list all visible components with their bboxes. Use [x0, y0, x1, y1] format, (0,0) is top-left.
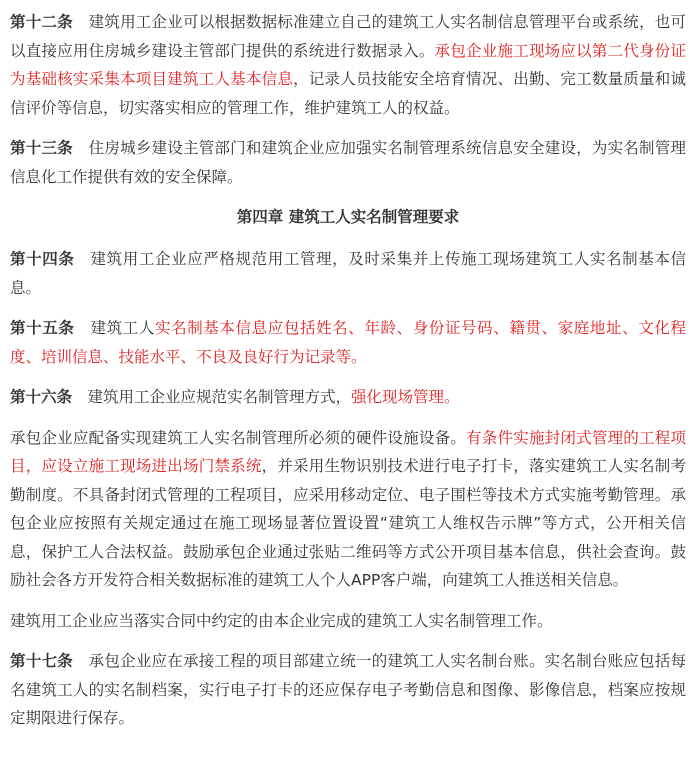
paragraph-facilities [10, 424, 686, 595]
paragraph-contract: 建筑用工企业应当落实合同中约定的由本企业完成的建筑工人实名制管理工作。 [10, 611, 553, 630]
article-text: 建筑工人 [74, 319, 155, 337]
article-number: 第十五条 [10, 319, 75, 337]
highlighted-text: 强化现场管理。 [351, 388, 460, 406]
article-text: 承包企业应在承接工程的项目部建立统一的建筑工人实名制台账。实名制台账应包括每名建筑工人的实名制档案，实行电子打卡的还应保存电子考勤信息和图像、影像信息，档案应按规定期限进行保存。 [10, 652, 686, 727]
article-14 [10, 245, 686, 302]
article-number: 第十四条 [10, 250, 75, 268]
article-text: 住房城乡建设主管部门和建筑企业应加强实名制管理系统信息安全建设，为实名制管理信息化工作提供有效的安全保障。 [10, 139, 686, 186]
article-number: 第十六条 [10, 388, 73, 406]
article-number: 第十三条 [10, 139, 73, 157]
paragraph-text: ，并采用生物识别技术进行电子打卡，落实建筑工人实名制考勤制度。不具备封闭式管理的工程项目，应采用移动定位、电子围栏等技术方式实施考勤管理。承包企业应按照有关规定通过在施工现场显著位置设置“建筑工人维权告示牌”等方式，公开相关信息，保护工人合法权益。鼓励承包企业通过张贴二维码等方式公开项目基本信息，供社会查询。鼓励社会各方开发符合相关数据标准的建筑工人个人APP客户端，向建筑工人推送相关信息。 [10, 457, 686, 589]
article-text: ，记录人员技能安全培育情况、出勤、完工数量质量和诚信评价等信息，切实落实相应的管理工作，维护建筑工人的权益。 [10, 70, 686, 117]
article-12 [10, 8, 686, 122]
article-number: 第十七条 [10, 652, 73, 670]
article-text: 建筑用工企业应严格规范用工管理，及时采集并上传施工现场建筑工人实名制基本信息。 [10, 250, 686, 297]
article-17 [10, 647, 686, 733]
article-13 [10, 134, 686, 191]
paragraph-text: 承包企业应配备实现建筑工人实名制管理所必须的硬件设施设备。 [10, 428, 467, 447]
highlighted-text: 实名制基本信息应包括姓名、年龄、身份证号码、籍贯、家庭地址、文化程度、培训信息、技能水平、不良及良好行为记录等。 [10, 319, 686, 366]
article-15 [10, 314, 686, 371]
article-16 [10, 383, 686, 412]
chapter-title: 第四章 建筑工人实名制管理要求 [236, 208, 460, 226]
article-text: 建筑用工企业可以根据数据标准建立自己的建筑工人实名制信息管理平台或系统，也可以直接应用住房城乡建设主管部门提供的系统进行数据录入。 [10, 13, 686, 60]
highlighted-text: 承包企业施工现场应以第二代身份证为基础核实采集本项目建筑工人基本信息 [10, 41, 686, 88]
article-text: 建筑用工企业应规范实名制管理方式， [72, 388, 352, 406]
article-number: 第十二条 [10, 13, 73, 31]
highlighted-text: 有条件实施封闭式管理的工程项目，应设立施工现场进出场门禁系统 [10, 428, 686, 475]
